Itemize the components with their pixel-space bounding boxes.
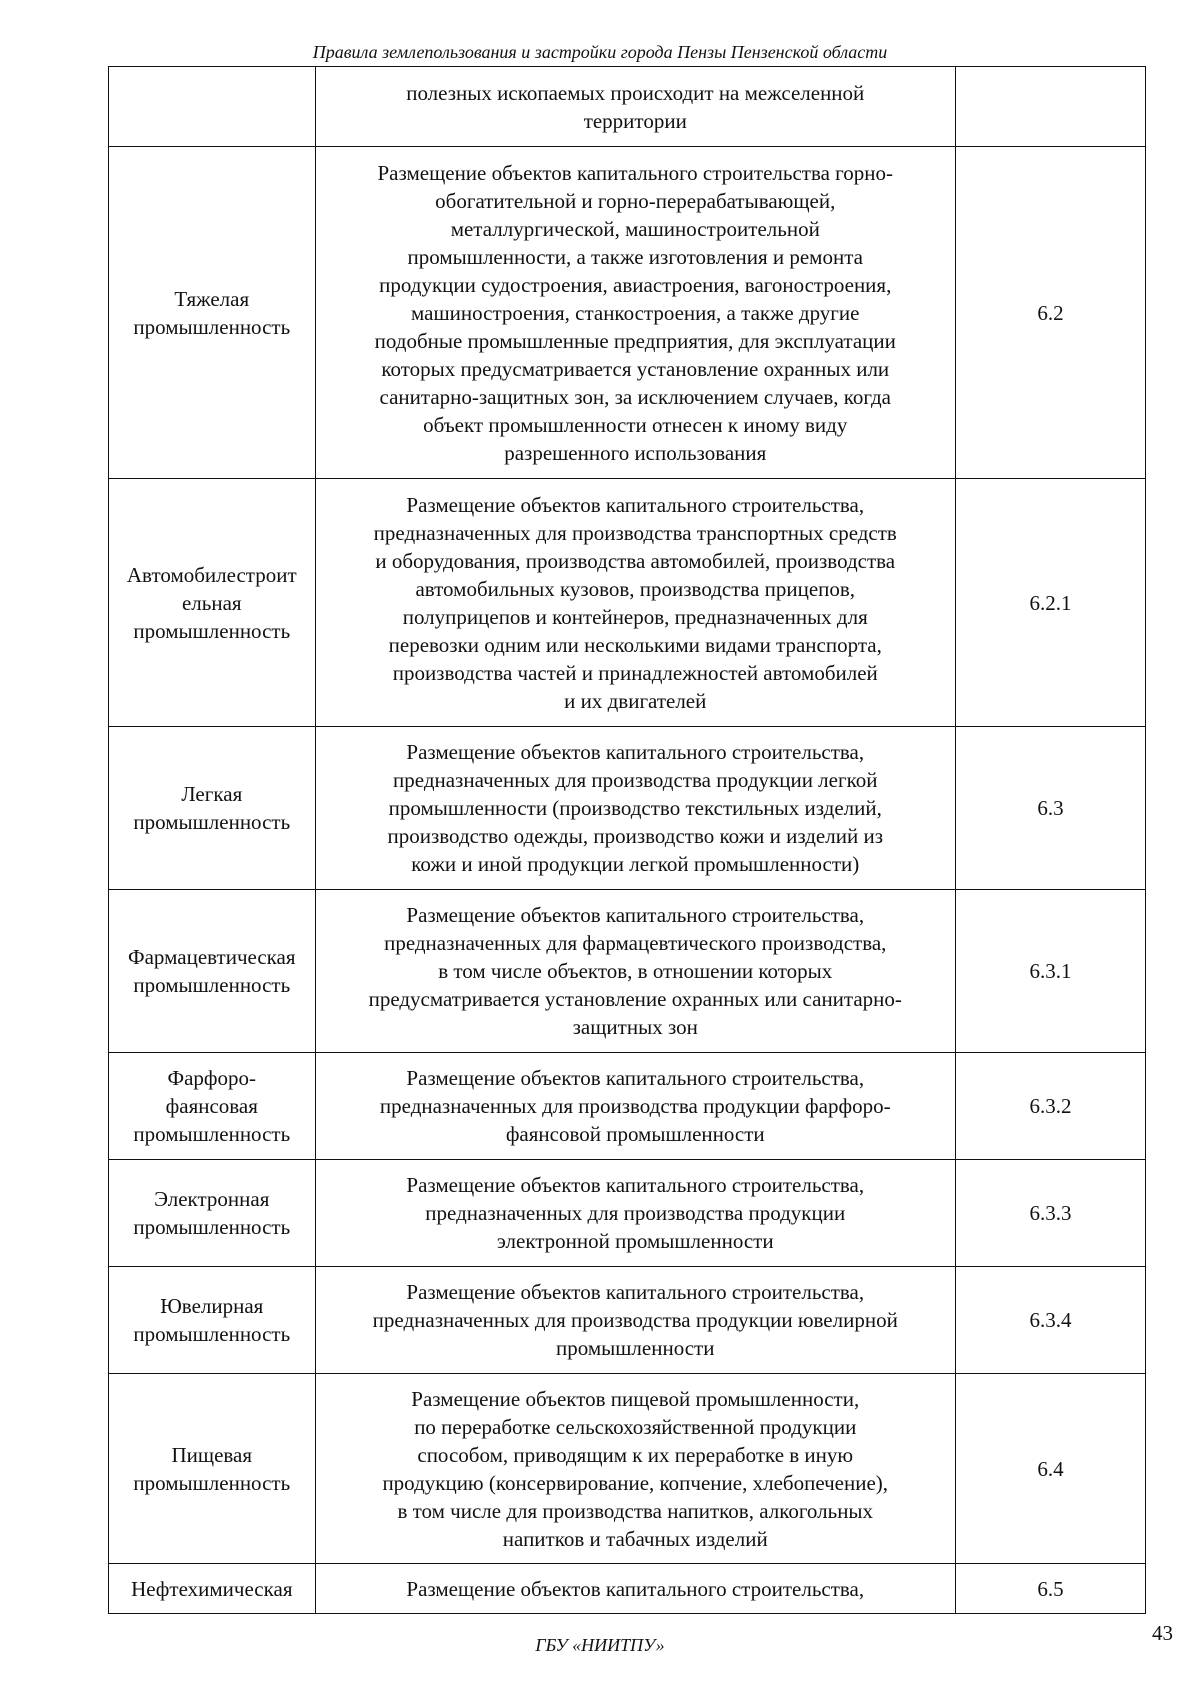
land-use-table: [108, 66, 1146, 1614]
use-code-cell: 6.3.2: [955, 1053, 1145, 1160]
use-name-cell: Фарфоро- фаянсовая промышленность: [109, 1053, 316, 1160]
table-row: [109, 890, 1146, 1053]
use-description-cell: Размещение объектов капитального строительства, предназначенных для производства продукции ювелирной промышленности: [315, 1267, 955, 1374]
running-header: Правила землепользования и застройки города Пензы Пензенской области: [312, 42, 888, 62]
use-code-cell: 6.4: [955, 1374, 1145, 1564]
use-code-cell: 6.3.3: [955, 1160, 1145, 1267]
table-row: [109, 727, 1146, 890]
use-code-cell: 6.3.4: [955, 1267, 1145, 1374]
use-name-cell: [109, 67, 316, 147]
table-row: [109, 1267, 1146, 1374]
use-description-cell: Размещение объектов капитального строительства, предназначенных для производства продукции легкой промышленности (производство текстильных изделий, производство одежды, производство кожи и изделий из кожи и иной продукции легкой промышленности): [315, 727, 955, 890]
table-row: [109, 1160, 1146, 1267]
table-row: [109, 67, 1146, 147]
use-description-cell: Размещение объектов капитального строительства горно- обогатительной и горно-перерабатывающей, металлургической, машиностроительной промышленности, а также изготовления и ремонта продукции судостроения, авиастроения, вагоностроения, машиностроения, станкостроения, а также другие подобные промышленные предприятия, для эксплуатации которых предусматривается установление охранных или санитарно-защитных зон, за исключением случаев, когда объект промышленности отнесен к иному виду разрешенного использования: [315, 147, 955, 479]
use-name-cell: Электронная промышленность: [109, 1160, 316, 1267]
use-description-cell: Размещение объектов капитального строительства, предназначенных для производства продукции фарфоро- фаянсовой промышленности: [315, 1053, 955, 1160]
table-row: [109, 147, 1146, 479]
use-name-cell: Легкая промышленность: [109, 727, 316, 890]
use-description-cell: Размещение объектов пищевой промышленности, по переработке сельскохозяйственной продукции способом, приводящим к их переработке в иную продукцию (консервирование, копчение, хлебопечение), в том числе для производства напитков, алкогольных напитков и табачных изделий: [315, 1374, 955, 1564]
use-code-cell: 6.3.1: [955, 890, 1145, 1053]
use-description-cell: Размещение объектов капитального строительства,: [315, 1564, 955, 1614]
use-name-cell: Автомобилестроит ельная промышленность: [109, 479, 316, 727]
use-description-cell: Размещение объектов капитального строительства, предназначенных для фармацевтического производства, в том числе объектов, в отношении которых предусматривается установление охранных или санитарно- защитных зон: [315, 890, 955, 1053]
table-row: [109, 1564, 1146, 1614]
use-name-cell: Фармацевтическая промышленность: [109, 890, 316, 1053]
page-number: 43: [1152, 1621, 1173, 1645]
use-name-cell: Ювелирная промышленность: [109, 1267, 316, 1374]
table-row: [109, 1374, 1146, 1564]
use-description-cell: Размещение объектов капитального строительства, предназначенных для производства транспортных средств и оборудования, производства автомобилей, производства автомобильных кузовов, производства прицепов, полуприцепов и контейнеров, предназначенных для перевозки одним или несколькими видами транспорта, производства частей и принадлежностей автомобилей и их двигателей: [315, 479, 955, 727]
use-name-cell: Нефтехимическая: [109, 1564, 316, 1614]
use-code-cell: 6.5: [955, 1564, 1145, 1614]
use-name-cell: Тяжелая промышленность: [109, 147, 316, 479]
use-description-cell: полезных ископаемых происходит на межселенной территории: [315, 67, 955, 147]
table-row: [109, 479, 1146, 727]
use-code-cell: 6.3: [955, 727, 1145, 890]
table-row: [109, 1053, 1146, 1160]
use-description-cell: Размещение объектов капитального строительства, предназначенных для производства продукции электронной промышленности: [315, 1160, 955, 1267]
use-code-cell: [955, 67, 1145, 147]
use-code-cell: 6.2.1: [955, 479, 1145, 727]
footer-organization: ГБУ «НИИТПУ»: [535, 1635, 665, 1655]
use-name-cell: Пищевая промышленность: [109, 1374, 316, 1564]
use-code-cell: 6.2: [955, 147, 1145, 479]
